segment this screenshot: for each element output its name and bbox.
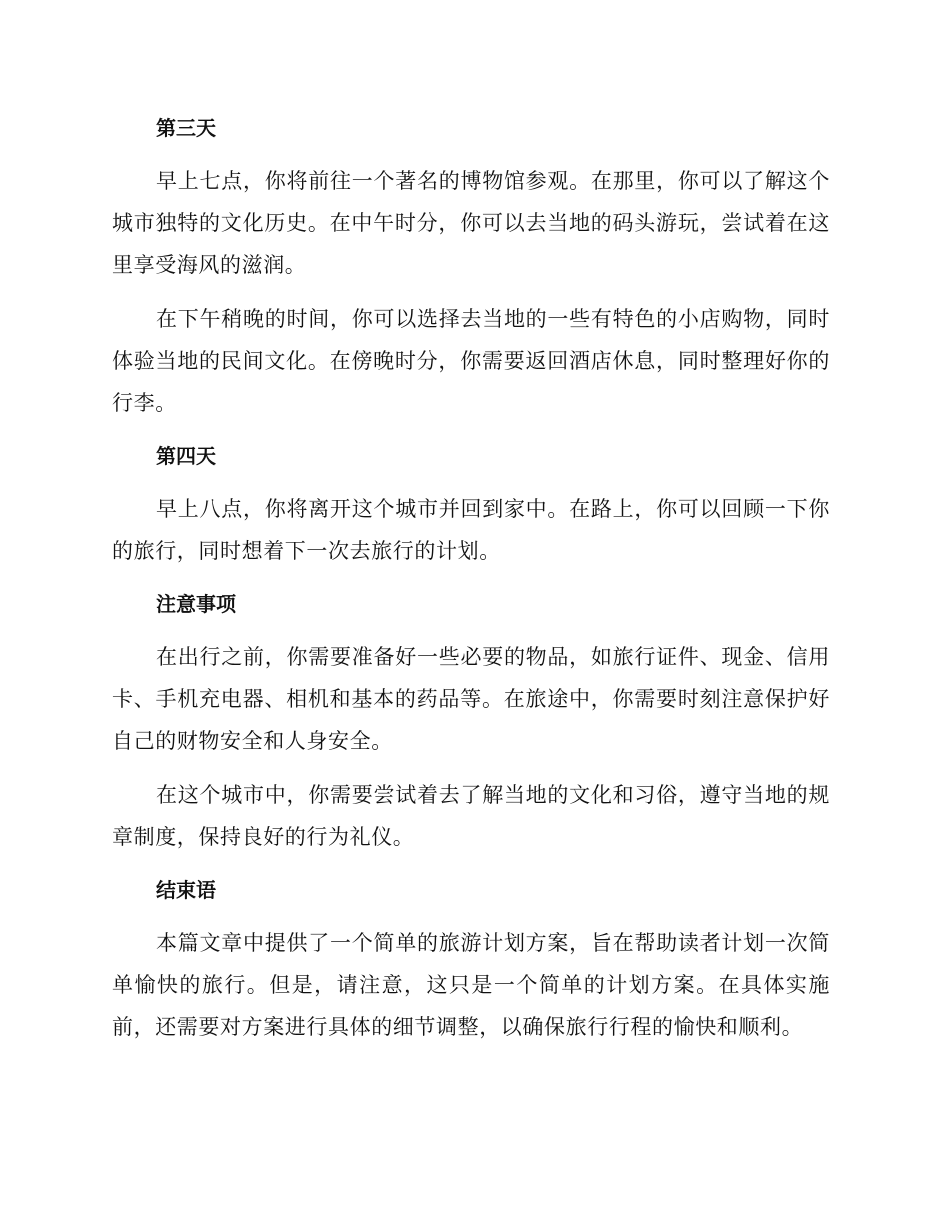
paragraph-conclusion: 本篇文章中提供了一个简单的旅游计划方案，旨在帮助读者计划一次简单愉快的旅行。但是，请注意，这只是一个简单的计划方案。在具体实施前，还需要对方案进行具体的细节调整，以确保旅行行程的愉快和顺利。 (112, 931, 830, 1039)
section-heading-conclusion: 结束语 (156, 878, 216, 902)
document-page (112, 108, 830, 1048)
section-heading-day-three: 第三天 (156, 116, 216, 140)
paragraph-notes-preparation: 在出行之前，你需要准备好一些必要的物品，如旅行证件、现金、信用卡、手机充电器、相机和基本的药品等。在旅途中，你需要时刻注意保护好自己的财物安全和人身安全。 (112, 645, 830, 753)
paragraph-day-three-morning: 早上七点，你将前往一个著名的博物馆参观。在那里，你可以了解这个城市独特的文化历史。在中午时分，你可以去当地的码头游玩，尝试着在这里享受海风的滋润。 (112, 169, 830, 277)
paragraph-day-four: 早上八点，你将离开这个城市并回到家中。在路上，你可以回顾一下你的旅行，同时想着下一次去旅行的计划。 (112, 497, 830, 563)
section-heading-notes: 注意事项 (156, 592, 236, 616)
section-heading-day-four: 第四天 (156, 444, 216, 468)
paragraph-day-three-afternoon: 在下午稍晚的时间，你可以选择去当地的一些有特色的小店购物，同时体验当地的民间文化。在傍晚时分，你需要返回酒店休息，同时整理好你的行李。 (112, 307, 830, 415)
paragraph-notes-customs: 在这个城市中，你需要尝试着去了解当地的文化和习俗，遵守当地的规章制度，保持良好的行为礼仪。 (112, 783, 830, 849)
